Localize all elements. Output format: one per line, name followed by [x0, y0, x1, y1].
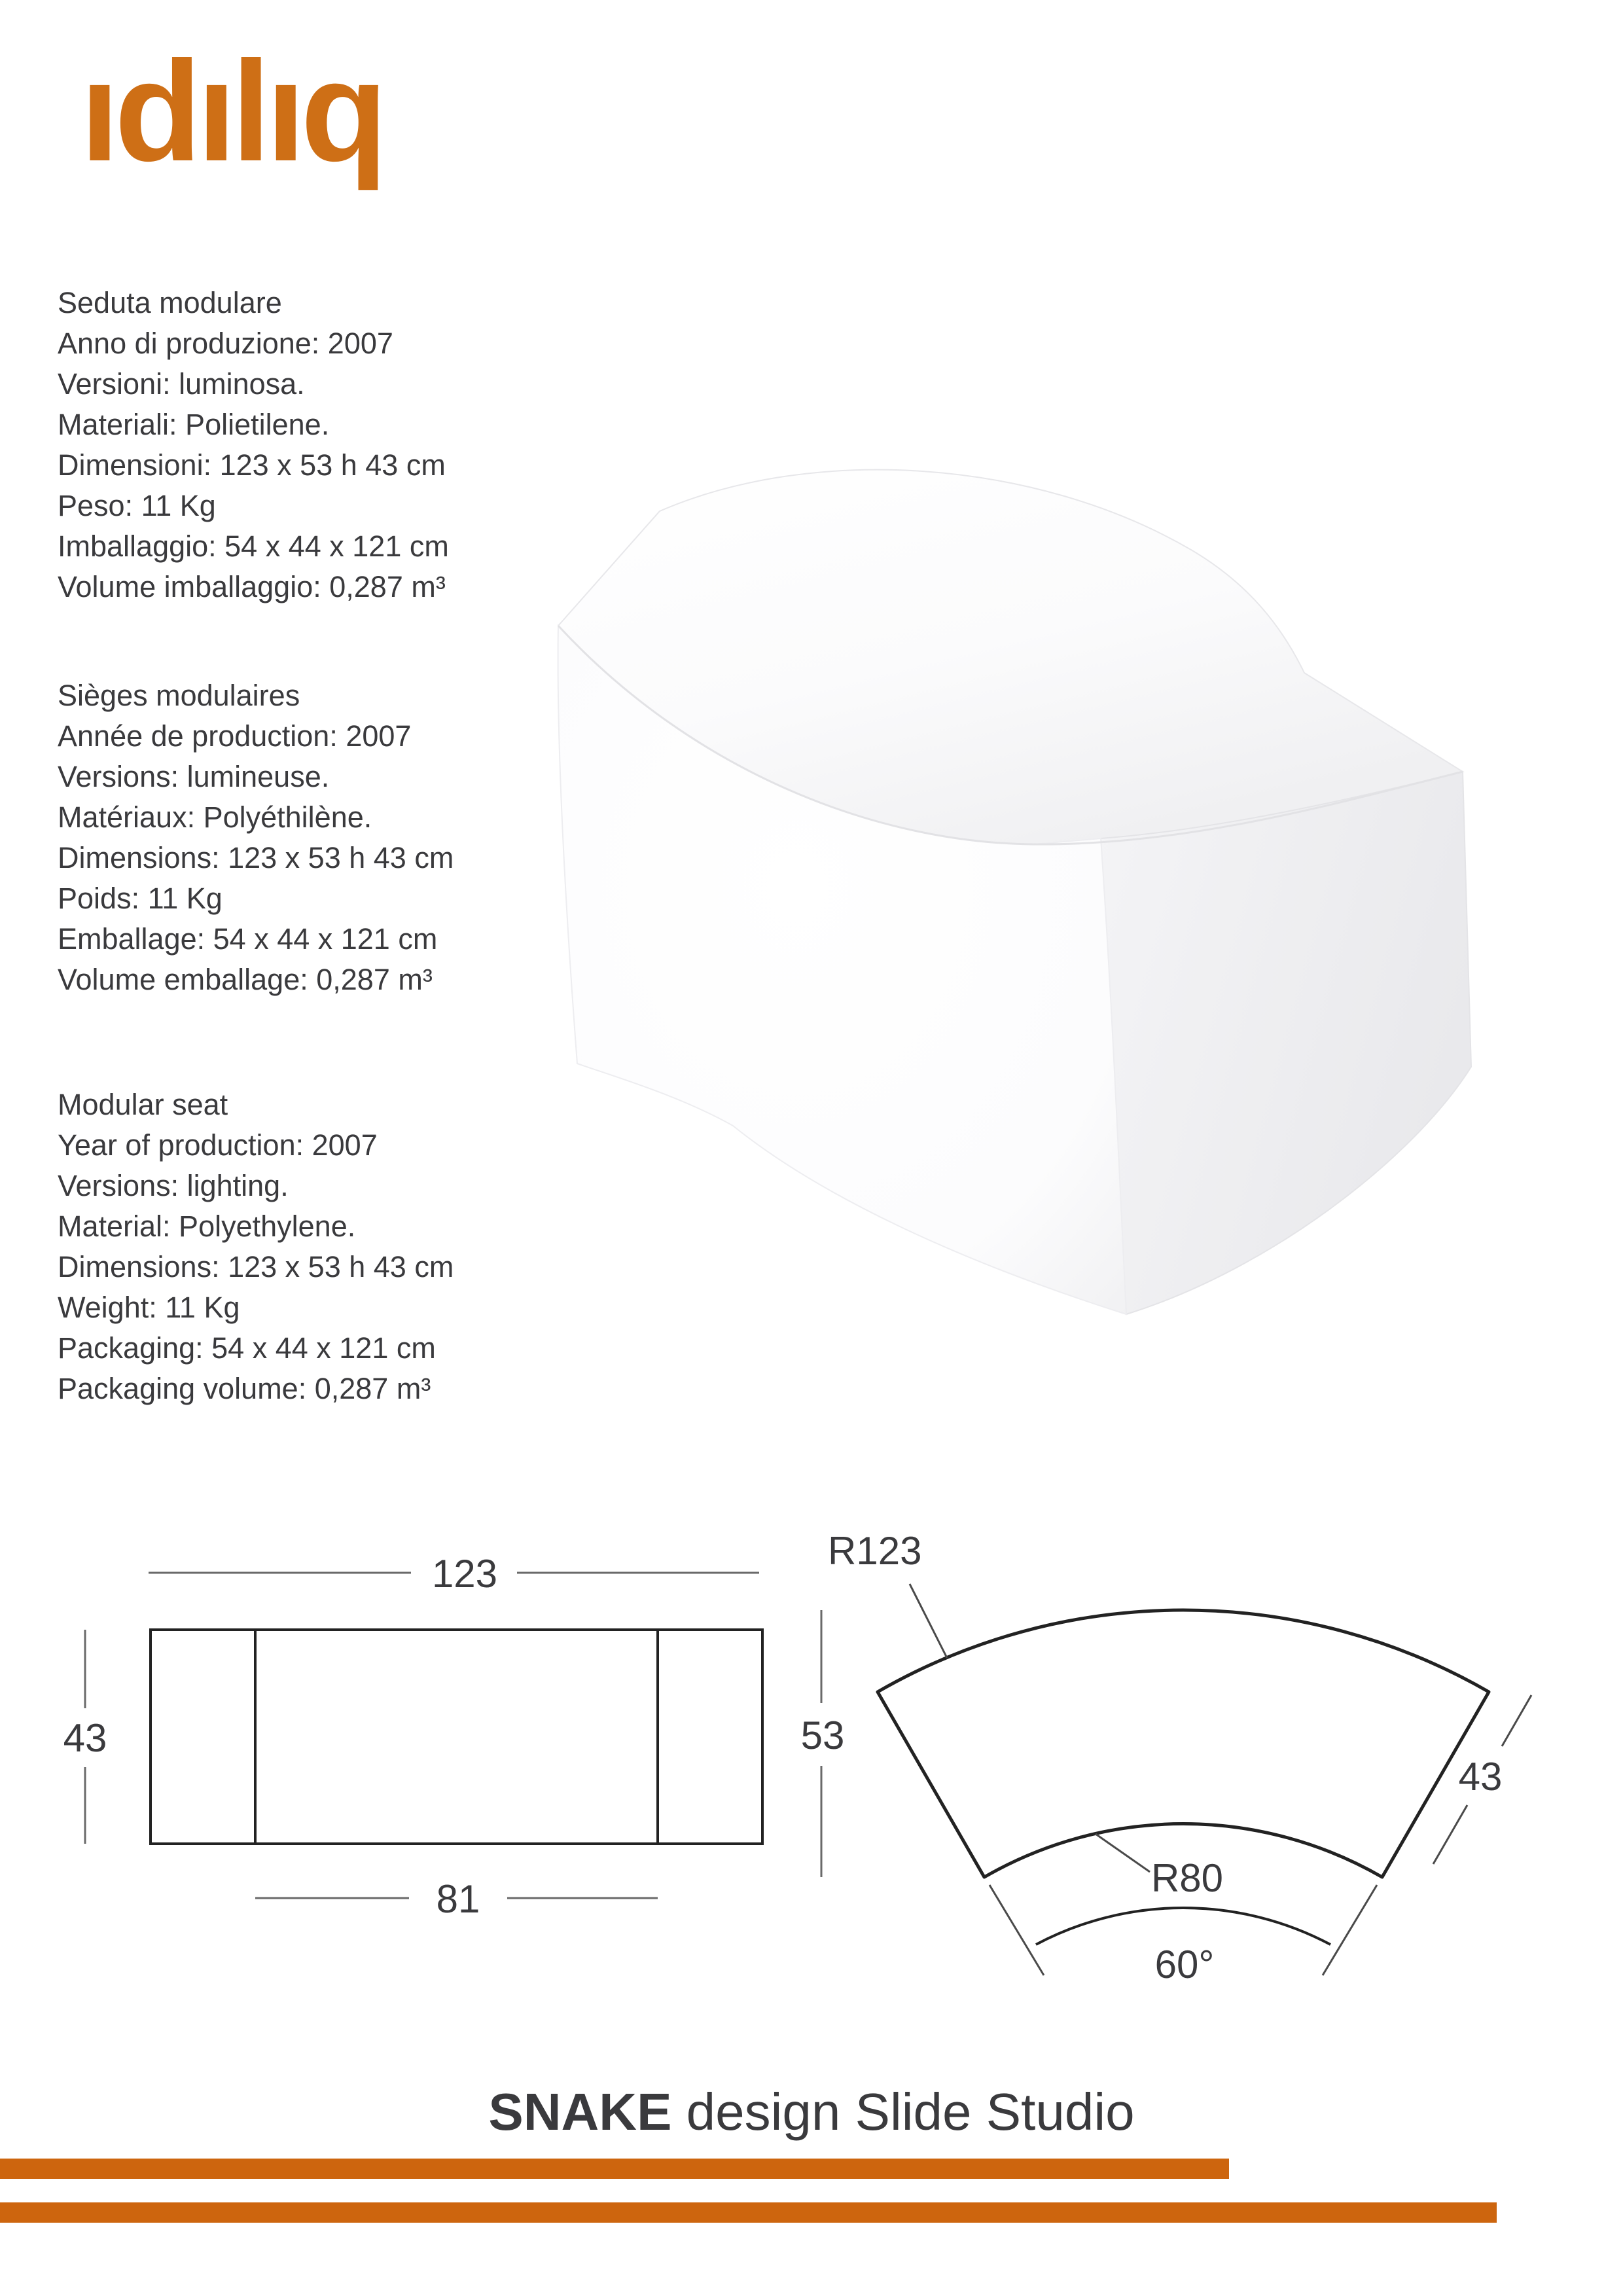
spec-line: Weight: 11 Kg	[58, 1291, 240, 1324]
spec-line: Modular seat	[58, 1088, 228, 1121]
spec-block-english	[58, 1085, 529, 1409]
dim-label-depth: 53	[800, 1713, 845, 1757]
spec-line: Year of production: 2007	[58, 1128, 378, 1162]
brand-logo: ıdılıq	[80, 32, 383, 191]
spec-line: Versioni: luminosa.	[58, 367, 305, 401]
dim-label-height: 43	[63, 1716, 107, 1760]
footer-accent-bar-bottom	[0, 2202, 1497, 2223]
spec-line: Packaging: 54 x 44 x 121 cm	[58, 1331, 436, 1365]
spec-line: Versions: lumineuse.	[58, 760, 330, 793]
dim-label-side: 43	[1458, 1755, 1503, 1799]
front-view-outline	[151, 1630, 762, 1844]
spec-line: Seduta modulare	[58, 286, 282, 319]
plan-view-outline	[878, 1610, 1489, 1877]
spec-line: Peso: 11 Kg	[58, 489, 216, 522]
spec-line: Packaging volume: 0,287 m³	[58, 1372, 431, 1405]
spec-line: Emballage: 54 x 44 x 121 cm	[58, 922, 438, 956]
spec-line: Poids: 11 Kg	[58, 882, 223, 915]
spec-line: Versions: lighting.	[58, 1169, 289, 1202]
product-name: SNAKE	[488, 2083, 672, 2141]
spec-line: Dimensions: 123 x 53 h 43 cm	[58, 841, 454, 874]
spec-line: Material: Polyethylene.	[58, 1210, 356, 1243]
dim-label-width: 123	[431, 1552, 498, 1596]
spec-line: Volume emballage: 0,287 m³	[58, 963, 433, 996]
spec-line: Année de production: 2007	[58, 719, 412, 753]
drawing-front-view	[39, 1525, 812, 1931]
spec-line: Matériaux: Polyéthilène.	[58, 800, 372, 834]
dim-label-outer-radius: R123	[828, 1529, 922, 1573]
spec-line: Anno di produzione: 2007	[58, 327, 393, 360]
drawing-plan-view	[753, 1525, 1577, 1983]
spec-line: Materiali: Polietilene.	[58, 408, 330, 441]
product-credit-line	[0, 2083, 1623, 2142]
product-photo-snake-bench	[537, 419, 1558, 1348]
designer-credit: design Slide Studio	[671, 2083, 1135, 2141]
bench-end-face	[1101, 772, 1471, 1314]
spec-line: Imballaggio: 54 x 44 x 121 cm	[58, 529, 449, 563]
spec-block-french	[58, 675, 529, 1000]
spec-line: Sièges modulaires	[58, 679, 300, 712]
angle-dimension-arc	[1036, 1908, 1330, 1945]
dim-label-seat: 81	[436, 1877, 480, 1921]
footer-accent-bar-top	[0, 2159, 1229, 2179]
spec-line: Dimensions: 123 x 53 h 43 cm	[58, 1250, 454, 1283]
spec-line: Dimensioni: 123 x 53 h 43 cm	[58, 448, 446, 482]
spec-block-italian	[58, 283, 529, 607]
dim-label-inner-radius: R80	[1150, 1856, 1224, 1900]
dim-label-angle: 60°	[1154, 1943, 1215, 1983]
spec-line: Volume imballaggio: 0,287 m³	[58, 570, 446, 603]
